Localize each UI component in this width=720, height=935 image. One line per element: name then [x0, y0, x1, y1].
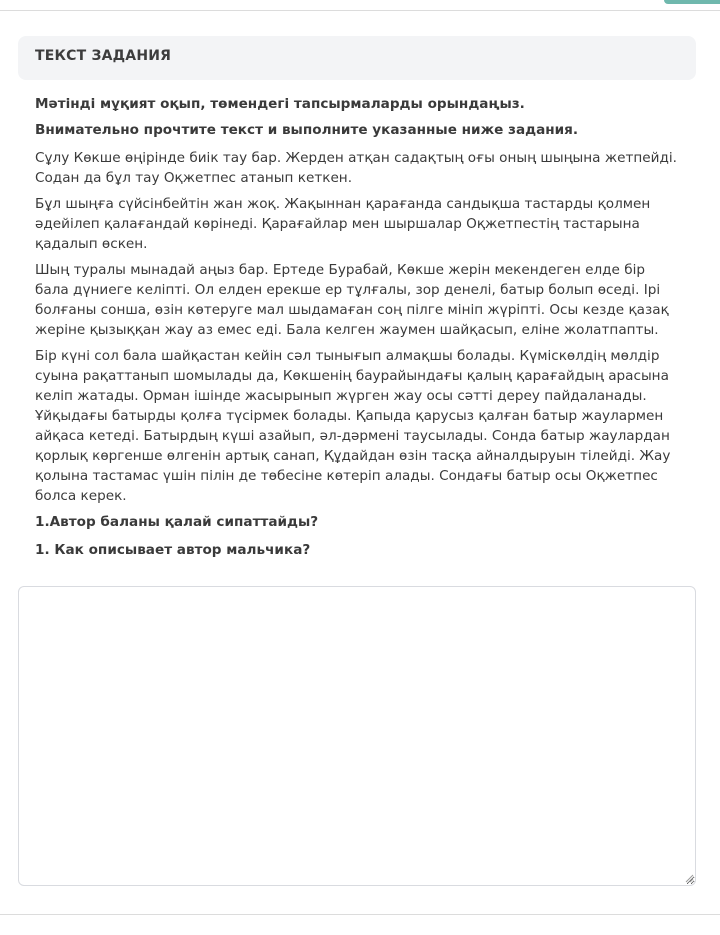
text-paragraph-4: Бір күні сол бала шайқастан кейін сәл тынығып алмақшы болады. Күмiскөлдің мөлдір суына рақаттанып шомылады да, Көкшенің баурайындағы қалың қарағайдың арасына келіп жатады. Орман ішінде жасырынып жүрген жау осы сәтті дереу пайдаланады. Ұйқыдағы батырды қолға түсірмек болады. Қапыда қарусыз қалған батыр жаулармен айқаса кетеді. Батырдың күші азайып, әл-дәрмені таусылады. Сонда батыр жаулардан қорлық көргенше өлгенін артық санап, Құдайдан өзін тасқа айналдыруын тілейді. Жау қолына тастамас үшін пілін де төбесіне көтеріп алады. Сондағы батыр осы Оқжетпес болса керек. — [35, 348, 671, 504]
text-paragraph-1: Сұлу Көкше өңірінде биік тау бар. Жерден атқан садақтың оғы оның шыңына жетпейді. Содан да бұл тау Оқжетпес атанып кеткен. — [35, 150, 677, 186]
task-content — [35, 94, 680, 566]
question-kazakh: 1.Автор баланы қалай сипаттайды? — [35, 514, 319, 530]
top-accent-tab — [664, 0, 720, 4]
question-russian: 1. Как описывает автор мальчика? — [35, 542, 311, 558]
instruction-russian: Внимательно прочтите текст и выполните указанные ниже задания. — [35, 122, 579, 138]
top-divider — [0, 10, 720, 11]
instruction-kazakh: Мәтінді мұқият оқып, төмендегі тапсырмаларды орындаңыз. — [35, 96, 525, 112]
answer-textarea[interactable] — [18, 586, 696, 886]
text-paragraph-3: Шың туралы мынадай аңыз бар. Ертеде Бурабай, Көкше жерін мекендеген елде бір бала дүниеге келіпті. Ол елден ерекше ер тұлғалы, зор денелі, батыр болып өседі. Ірі болғаны сонша, өзін көтеруге мал шыдамаған соң пілге мініп жүріпті. Осы кезде қазақ жеріне қызыққан жау аз емес еді. Бала келген жаумен шайқасып, еліне жолатпапты. — [35, 262, 669, 338]
task-header — [18, 36, 696, 80]
text-paragraph-2: Бұл шыңға сүйсінбейтін жан жоқ. Жақыннан қарағанда сандықша тастарды қолмен әдейілеп қалағандай көрінеді. Қарағайлар мен шыршалар Оқжетпестің тастарына қадалып өскен. — [35, 196, 651, 252]
task-header-title: ТЕКСТ ЗАДАНИЯ — [35, 48, 172, 64]
bottom-divider — [0, 914, 720, 915]
